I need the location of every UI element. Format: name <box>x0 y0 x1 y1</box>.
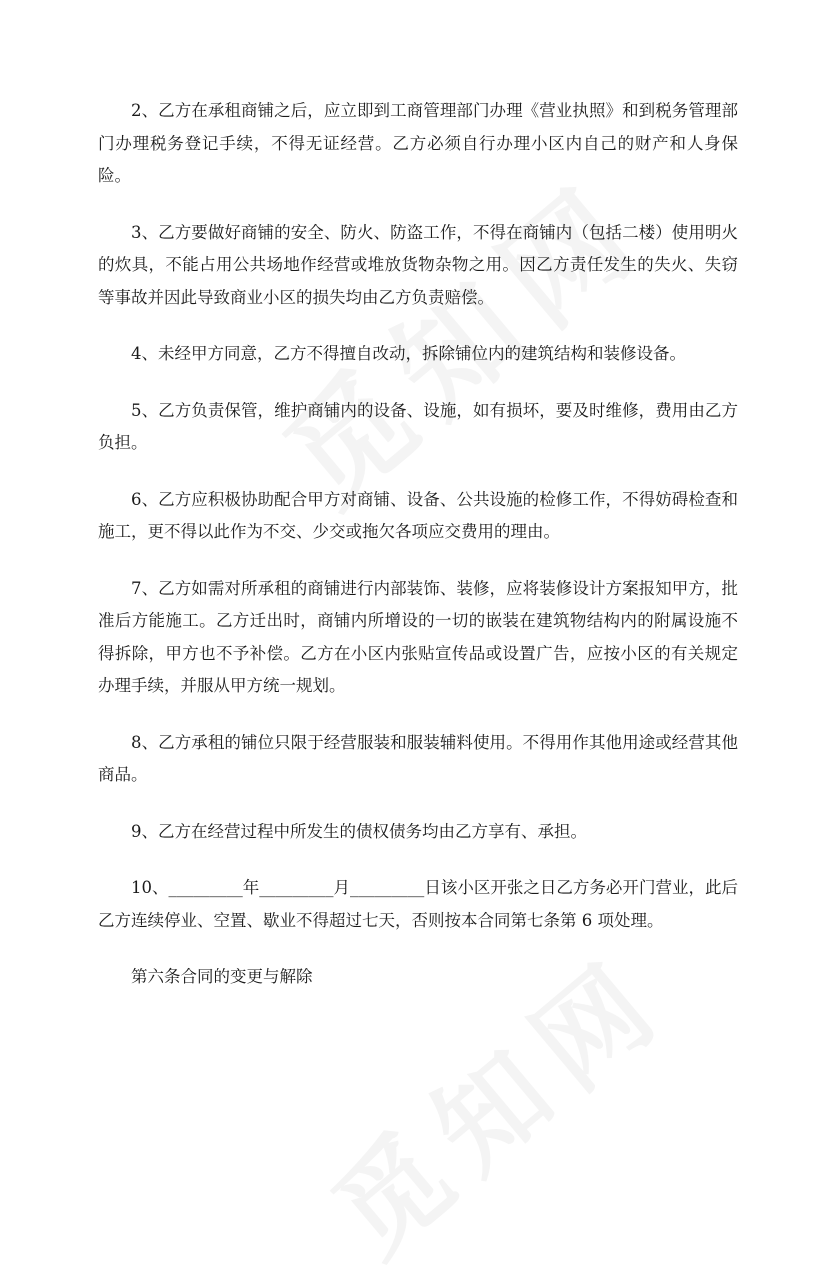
clause-3: 3、乙方要做好商铺的安全、防火、防盗工作，不得在商铺内（包括二楼）使用明火的炊具，不能占用公共场地作经营或堆放货物杂物之用。因乙方责任发生的失火、失窃等事故并因此导致商业小区的损失均由乙方负责赔偿。 <box>98 222 738 307</box>
clause-8: 8、乙方承租的铺位只限于经营服装和服装辅料使用。不得用作其他用途或经营其他商品。 <box>98 732 738 784</box>
document-body <box>98 95 738 994</box>
clause-2: 2、乙方在承租商铺之后，应立即到工商管理部门办理《营业执照》和到税务管理部门办理税务登记手续，不得无证经营。乙方必须自行办理小区内自己的财产和人身保险。 <box>98 101 738 185</box>
clause-6: 6、乙方应积极协助配合甲方对商铺、设备、公共设施的检修工作，不得妨碍检查和施工，更不得以此作为不交、少交或拖欠各项应交费用的理由。 <box>98 489 738 541</box>
clause-7: 7、乙方如需对所承租的商铺进行内部装饰、装修，应将装修设计方案报知甲方，批准后方能施工。乙方迁出时，商铺内所增设的一切的嵌装在建筑物结构内的附属设施不得拆除，甲方也不予补偿。乙方在小区内张贴宣传品或设置广告，应按小区的有关规定办理手续，并服从甲方统一规划。 <box>98 578 738 695</box>
clause-4: 4、未经甲方同意，乙方不得擅自改动，拆除铺位内的建筑结构和装修设备。 <box>131 344 686 363</box>
clause-10: 10、_________年_________月_________日该小区开张之日乙方务必开门营业，此后乙方连续停业、空置、歇业不得超过七天，否则按本合同第七条第 6 项处理。 <box>98 878 738 930</box>
clause-9: 9、乙方在经营过程中所发生的债权债务均由乙方享有、承担。 <box>131 821 587 841</box>
section-heading: 第六条合同的变更与解除 <box>131 967 313 986</box>
clause-5: 5、乙方负责保管，维护商铺内的设备、设施，如有损坏，要及时维修，费用由乙方负担。 <box>98 400 738 452</box>
